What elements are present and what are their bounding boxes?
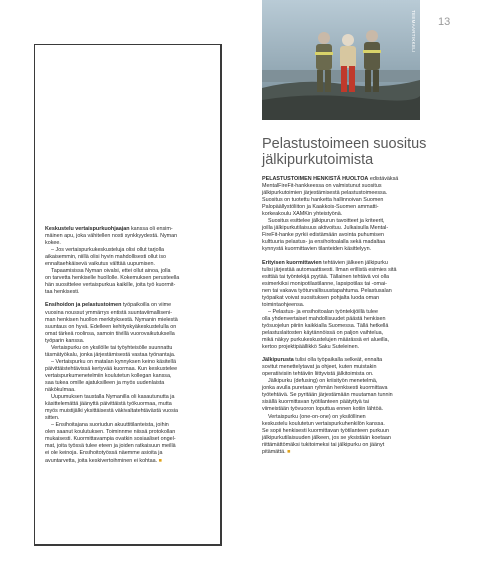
page-number: 13 — [438, 16, 451, 28]
paragraph-body: edistäväksä MentalFireFit-hankkeessa on valmistunut suositus jälkipurkutoimien järjestämisestä pelastustoimeessa. Suositus on tuotettu hanketta hallinnoivan Suomen Palopäällystöliiton ja Kaakkois-Suomen ammatti- korkeakoulu XAMKin yhteistyönä. — [262, 176, 399, 218]
paragraph — [262, 378, 430, 413]
article-title-line-2: jälkipurkutoimista — [262, 152, 374, 168]
paragraph-body: tehtävien jälkeen jälkipurku tulisi järjestää automaattisesti. Ilman erillistä esimies sitä esittää tai työntekijä pyytää. Tällainen tehtävä voi olla esimerkiksi monipotilastilanne, lapsipotilas tai -omai- nen tai vakava työturvallisuustapahtuma. Pelastusalan työpaikat voivat suosituksen pohjalta luoda oman toimintaohjeensa. — [262, 259, 397, 308]
paragraph-body: Vertaispurku on yksilölle tai työyhteisölle suunnattu täsmätyökalu, jonka järjestämisestä vastaa työnantaja. — [45, 344, 176, 358]
article-title — [262, 136, 442, 168]
paragraph-body: tulisi olla työpaikalla selkeät, ennalta sovitut menettelytavat ja ohjeet, kuten muistakin operatiivisiin tehtäviin liittyvistä jälkitoimista on. — [262, 357, 383, 378]
paragraph-body: Tapaamisissa Nyman oivalsi, ettei ollut ainoa, jolla on tarvetta henkiselle huollolle. Kokemuksen perusteella hän suosittelee vertaispurkua kaikille, joita työ kuormit- taa henkisesti. — [45, 268, 180, 296]
paragraph-body: kanssa oli ensim- mäinen apu, joka vähitellen nosti synkkyydestä. Nyman kokee. — [45, 226, 178, 247]
paragraph — [262, 176, 430, 218]
paragraph-body: Uupumuksen taustalla Nymanilla oli kasautunutta ja käsittelemättä jäänyttä päivittäistä työkuormaa, mutta myös muistijälki yksittäisestä väkivaltatehtävästä vuosia sitten. — [45, 394, 179, 422]
paragraph-body: – Vertaispurku on matalan kynnyksen keino käsitellä päivittäistehtävissä kertyvää kuormaa. Kun keskustelee vertaispurkumenetelmiin koulutetun kollegan kanssa, saa tukea omille ajatuksilleen ja myös uudenlaista näkökulmaa. — [45, 358, 178, 394]
paragraph — [45, 268, 215, 296]
right-column-text — [262, 176, 430, 456]
paragraph-body: – Ensihoitajana suoriudun akuuttitilanteista, joihin olen saanut koulutuksen. Toiminnme niissä protokollan mukaisesti. Kuormittavampia ovatkin sosiaaliset ongel- mat, joita työssä tulee eteen ja joiden ratkaisuun meillä ei ole keinoja. Ensihoitotyössä näemme asioita ja avuntarvetta, joita keskivertoihminen ei kohtaa. — [45, 422, 176, 464]
paragraph-body: Jälkipurku (defusing) on kriisityön menetelmä, jonka avulla puretaan ryhmän henkisesti kuormittava työtehtävä. Se pyritään järjestämään muutaman tunnin sisällä kuormittavan työtilanteen päätyttyä tai viimeistään työvuoron loputtua ennen kotiin lähtöä. — [262, 378, 393, 413]
paragraph — [262, 357, 430, 378]
paragraph — [45, 394, 215, 422]
paragraph-body: Vertaispurku (one-on-one) on yksilöllinen keskustelu koulutetun vertaispurkuhenkilön kanssa. Se sopii henkisesti kuormittavan työtilanteen purkuun jälkipurkutilaisuuden jälkeen, jos se yksistään koetaan riittämättömäksi tukitoimeksi tai jälkipurku on jäänyt pitämättä. — [262, 413, 391, 455]
paragraph-lead: Keskustelu vertaispurkuohjaajan — [45, 226, 130, 232]
paragraph — [45, 226, 215, 247]
paragraph — [262, 260, 430, 309]
paragraph-lead: Jälkipurusta — [262, 357, 294, 364]
paragraph — [45, 302, 215, 344]
hero-photo — [262, 0, 420, 120]
paragraph-lead: Erityisen kuormittavien — [262, 259, 322, 266]
paragraph-body: – Pelastus- ja ensihoitoalan työntekijöillä tulee olla yhdenvertaiset mahdollisuudet päästä henkisen työsuojelun piiriin kaikkialla Suomessa. Tällä hetkellä pelastuslaitosten käytännöissä on paljon vaihtelua, mikä näkyy purkukeskustelujen määrässä eri alueilla, kertoo projektipäällikkö Saku Suteleinen. — [262, 308, 390, 351]
article-title-line-1: Pelastustoimeen suositus — [262, 136, 427, 152]
paragraph — [262, 414, 430, 456]
paragraph — [45, 247, 215, 268]
paragraph — [45, 345, 215, 359]
paragraph-lead: Ensihoidon ja pelastustoimen — [45, 302, 122, 309]
paragraph — [262, 218, 430, 253]
end-mark-icon: ■ — [287, 448, 291, 455]
section-tag: TEEMAARTIKKELI — [411, 10, 416, 53]
firefighters-photo — [262, 0, 420, 120]
end-mark-icon: ■ — [158, 457, 162, 464]
paragraph — [45, 422, 215, 464]
paragraph-body: – Jos vertaispurkukeskusteluja olisi ollut tarjolla aikaisemmin, niillä olisi hyvin mahdollisesti ollut iso ennaltaehkäisevä vaikutus välttää uupumisen. — [45, 247, 167, 268]
paragraph — [45, 359, 215, 394]
paragraph-body: työpaikoilla on viime vuosina noussut ymmärrys entistä suuntaviimalliseni- man henkisen huollon merkityksestä. Nymanin mielestä suuntaus on hyvä. Edelleen kehityskyäkeskustelulla on omat tärkeä roolinsa, samoin tiivillä vuorovaikutuksella työparin kanssa. — [45, 302, 178, 344]
paragraph — [262, 309, 430, 351]
paragraph-lead: PELASTUSTOIMEN HENKISTÄ HUOLTOA — [262, 176, 369, 182]
left-column-text — [45, 226, 215, 465]
paragraph-body: Suositus esittelee jälkipurun tavoitteet ja kriteerit, joilla jälkipurkutilaisuus aktivoituu. Julkaisulla Mental- FireFit-hanke pyrkii edistämään avointa puhumisen kulttuuria pelastus- ja ensihoitoalalla sekä madaltaa kynnystä kuormittavien tilanteiden käsittelyyn. — [262, 218, 389, 253]
